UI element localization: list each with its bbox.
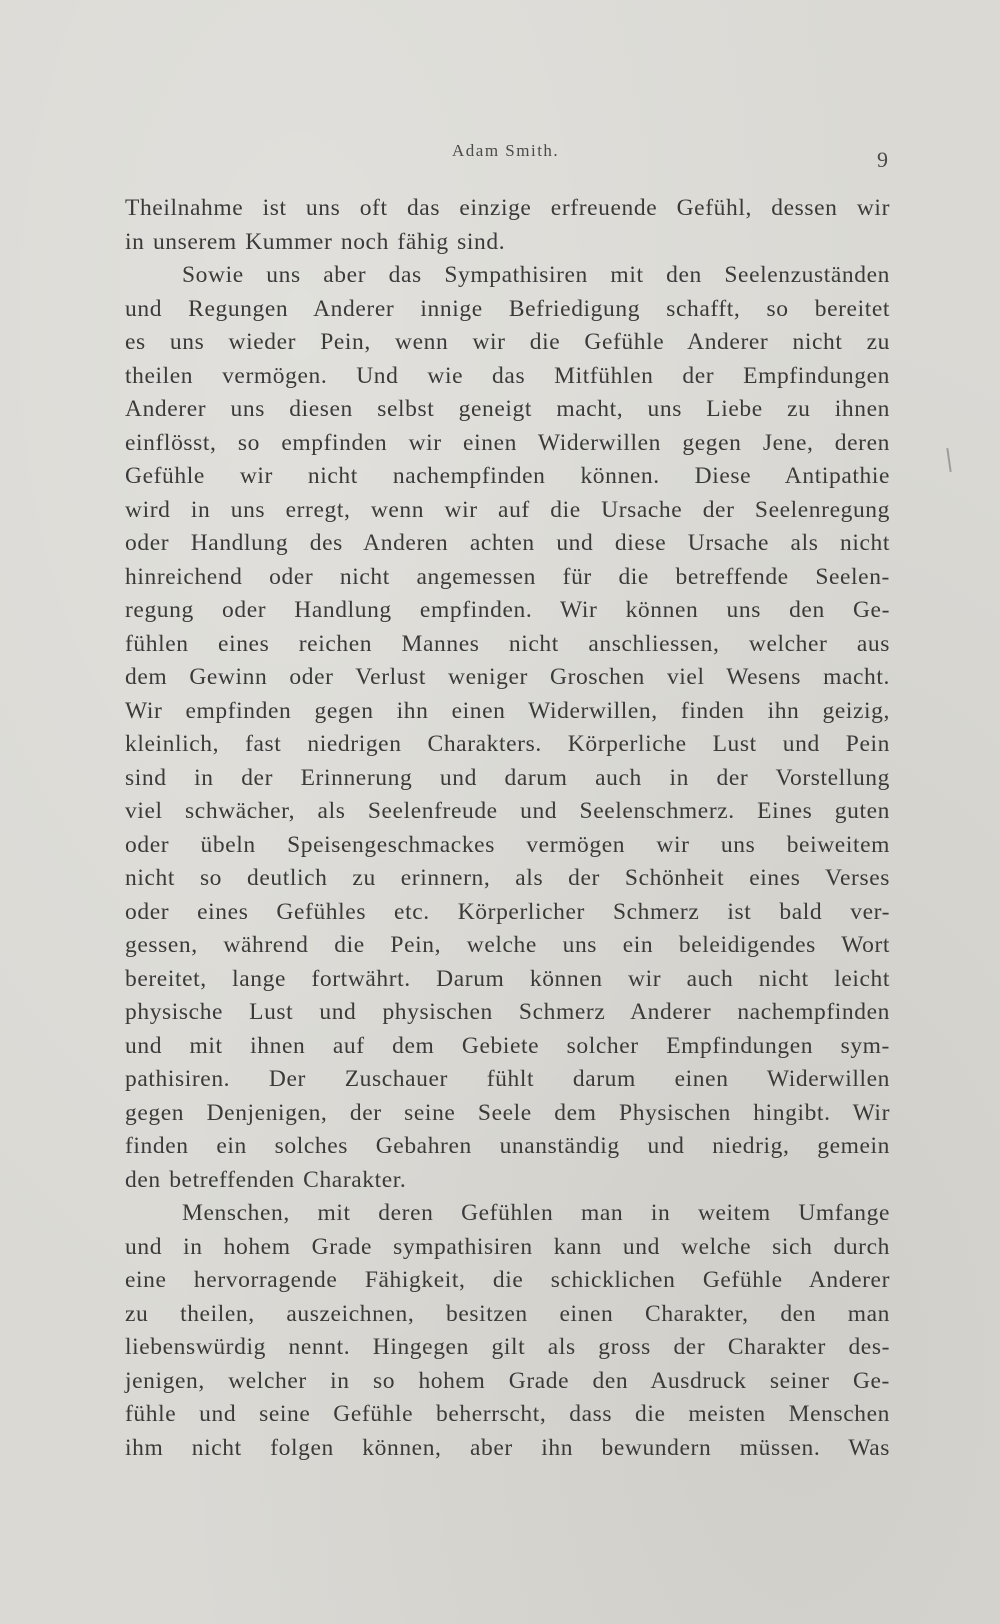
- text-line: oder Handlung des Anderen achten und diese Ursache als nicht: [125, 530, 890, 556]
- text-line: Menschen, mit deren Gefühlen man in weitem Umfange: [182, 1200, 890, 1226]
- text-line: sind in der Erinnerung und darum auch in der Vorstellung: [125, 764, 890, 791]
- text-line: und Regungen Anderer innige Befriedigung schafft, so bereitet: [125, 295, 890, 322]
- text-line: kleinlich, fast niedrigen Charakters. Körperliche Lust und Pein: [125, 731, 890, 757]
- text-line: fühle und seine Gefühle beherrscht, dass die meisten Menschen: [125, 1401, 890, 1427]
- text-line: bereitet, lange fortwährt. Darum können wir auch nicht leicht: [125, 965, 890, 992]
- text-line: eine hervorragende Fähigkeit, die schicklichen Gefühle Anderer: [125, 1267, 890, 1293]
- text-line: liebenswürdig nennt. Hingegen gilt als gross der Charakter des-: [125, 1334, 890, 1360]
- margin-pencil-mark: [946, 448, 951, 472]
- text-line: finden ein solches Gebahren unanständig und niedrig, gemein: [125, 1133, 890, 1159]
- text-line: oder übeln Speisengeschmackes vermögen wir uns beiweitem: [125, 831, 890, 858]
- text-line: Gefühle wir nicht nachempfinden können. Diese Antipathie: [125, 463, 890, 489]
- text-line: Anderer uns diesen selbst geneigt macht, uns Liebe zu ihnen: [125, 396, 890, 422]
- text-line: hinreichend oder nicht angemessen für die betreffende Seelen-: [125, 563, 890, 590]
- text-line: viel schwächer, als Seelenfreude und Seelenschmerz. Eines guten: [125, 798, 890, 824]
- text-line: fühlen eines reichen Mannes nicht anschliessen, welcher aus: [125, 630, 890, 657]
- text-line: Wir empfinden gegen ihn einen Widerwillen, finden ihn geizig,: [125, 697, 890, 724]
- text-line: physische Lust und physischen Schmerz Anderer nachempfinden: [125, 999, 890, 1025]
- text-line: gessen, während die Pein, welche uns ein beleidigendes Wort: [125, 932, 890, 958]
- text-line: Theilnahme ist uns oft das einzige erfreuende Gefühl, dessen wir: [125, 195, 890, 221]
- running-title: Adam Smith.: [452, 141, 560, 160]
- running-head: [0, 141, 1000, 172]
- body-text: [125, 192, 890, 1465]
- text-line: zu theilen, auszeichnen, besitzen einen Charakter, den man: [125, 1300, 890, 1327]
- page-number: 9: [877, 147, 888, 172]
- text-line: den betreffenden Charakter.: [125, 1166, 407, 1193]
- text-line: einflösst, so empfinden wir einen Widerwillen gegen Jene, deren: [125, 429, 890, 456]
- text-line: und mit ihnen auf dem Gebiete solcher Empfindungen sym-: [125, 1032, 890, 1059]
- text-line: oder eines Gefühles etc. Körperlicher Schmerz ist bald ver-: [125, 898, 890, 925]
- text-line: dem Gewinn oder Verlust weniger Groschen viel Wesens macht.: [125, 664, 890, 690]
- text-line: regung oder Handlung empfinden. Wir können uns den Ge-: [125, 597, 890, 623]
- text-line: pathisiren. Der Zuschauer fühlt darum einen Widerwillen: [125, 1066, 890, 1092]
- text-line: in unserem Kummer noch fähig sind.: [125, 228, 506, 255]
- text-line: wird in uns erregt, wenn wir auf die Ursache der Seelenregung: [125, 496, 890, 523]
- text-line: und in hohem Grade sympathisiren kann und welche sich durch: [125, 1233, 890, 1260]
- text-line: nicht so deutlich zu erinnern, als der Schönheit eines Verses: [125, 865, 890, 891]
- text-line: gegen Denjenigen, der seine Seele dem Physischen hingibt. Wir: [125, 1099, 890, 1126]
- text-line: ihm nicht folgen können, aber ihn bewundern müssen. Was: [125, 1434, 890, 1461]
- text-line: es uns wieder Pein, wenn wir die Gefühle Anderer nicht zu: [125, 329, 890, 355]
- text-line: jenigen, welcher in so hohem Grade den Ausdruck seiner Ge-: [125, 1367, 890, 1394]
- text-line: theilen vermögen. Und wie das Mitfühlen der Empfindungen: [125, 362, 890, 389]
- text-line: Sowie uns aber das Sympathisiren mit den Seelenzuständen: [182, 262, 890, 288]
